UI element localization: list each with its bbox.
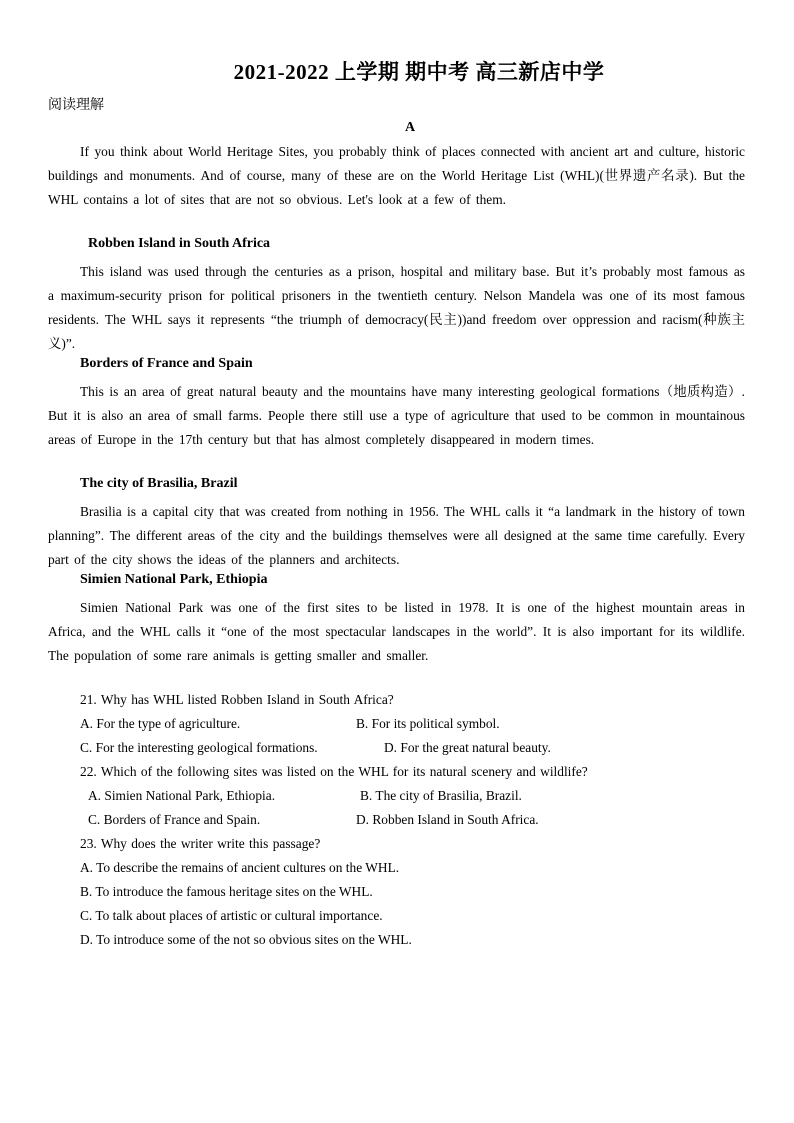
site-heading-brasilia: The city of Brasilia, Brazil xyxy=(80,476,238,491)
site-text-simien: Simien National Park was one of the first sites to be listed in 1978. It is one of the highest mountain areas in Africa, and the WHL calls it “one of the most spectacular landscapes in the world”. It is also important for its wildlife. The population of some rare animals is getting smaller and smaller. xyxy=(48,600,745,663)
question-22-option-a[interactable]: A. Simien National Park, Ethiopia. xyxy=(88,788,276,803)
site-paragraph-simien xyxy=(48,596,745,668)
site-paragraph-brasilia xyxy=(48,500,745,572)
site-paragraph-france-spain xyxy=(48,380,745,452)
question-21-option-d[interactable]: D. For the great natural beauty. xyxy=(384,740,551,755)
site-heading-france-spain: Borders of France and Spain xyxy=(80,356,253,371)
question-23-option-d[interactable]: D. To introduce some of the not so obvious sites on the WHL. xyxy=(80,932,412,947)
page-title: 2021-2022 上学期 期中考 高三新店中学 xyxy=(233,60,605,84)
section-label: 阅读理解 xyxy=(48,97,104,113)
site-paragraph-robben xyxy=(48,260,745,356)
question-23-option-b[interactable]: B. To introduce the famous heritage sites on the WHL. xyxy=(80,884,373,899)
intro-text: If you think about World Heritage Sites, you probably think of places connected with ancient art and culture, historic buildings and monuments. And of course, many of these are on the World Heritage List (WHL)(世界遗产名录). But the WHL contains a lot of sites that are not so obvious. Let's look at a few of them. xyxy=(48,144,745,207)
question-21: 21. Why has WHL listed Robben Island in South Africa? xyxy=(80,692,394,707)
passage-letter: A xyxy=(404,120,416,135)
site-heading-simien: Simien National Park, Ethiopia xyxy=(80,572,268,587)
question-22-option-c[interactable]: C. Borders of France and Spain. xyxy=(88,812,261,827)
site-text-france-spain: This is an area of great natural beauty and the mountains have many interesting geological formations（地质构造）. But it is also an area of small farms. People there still use a type of agriculture that used to be common in mountainous areas of Europe in the 17th century but that has almost completely disappeared in modern times. xyxy=(48,384,745,447)
question-21-option-b[interactable]: B. For its political symbol. xyxy=(356,716,500,731)
question-21-option-c[interactable]: C. For the interesting geological formations. xyxy=(80,740,318,755)
question-21-option-a[interactable]: A. For the type of agriculture. xyxy=(80,716,241,731)
question-22-option-d[interactable]: D. Robben Island in South Africa. xyxy=(356,812,539,827)
site-text-brasilia: Brasilia is a capital city that was created from nothing in 1956. The WHL calls it “a landmark in the history of town planning”. The different areas of the city and the buildings themselves were all designed at the same time carefully. Every part of the city shows the ideas of the planners and architects. xyxy=(48,504,745,567)
question-22-option-b[interactable]: B. The city of Brasilia, Brazil. xyxy=(360,788,522,803)
intro-paragraph xyxy=(48,140,745,212)
question-22: 22. Which of the following sites was listed on the WHL for its natural scenery and wildlife? xyxy=(80,764,588,779)
question-23: 23. Why does the writer write this passage? xyxy=(80,836,321,851)
question-23-option-c[interactable]: C. To talk about places of artistic or cultural importance. xyxy=(80,908,383,923)
site-text-robben: This island was used through the centuries as a prison, hospital and military base. But it’s probably most famous as a maximum-security prison for political prisoners in the twentieth century. Nelson Mandela was one of its most famous residents. The WHL says it represents “the triumph of democracy(民主))and freedom over oppression and racism(种族主义)”. xyxy=(48,264,745,351)
site-heading-robben: Robben Island in South Africa xyxy=(88,236,271,251)
question-23-option-a[interactable]: A. To describe the remains of ancient cultures on the WHL. xyxy=(80,860,400,875)
